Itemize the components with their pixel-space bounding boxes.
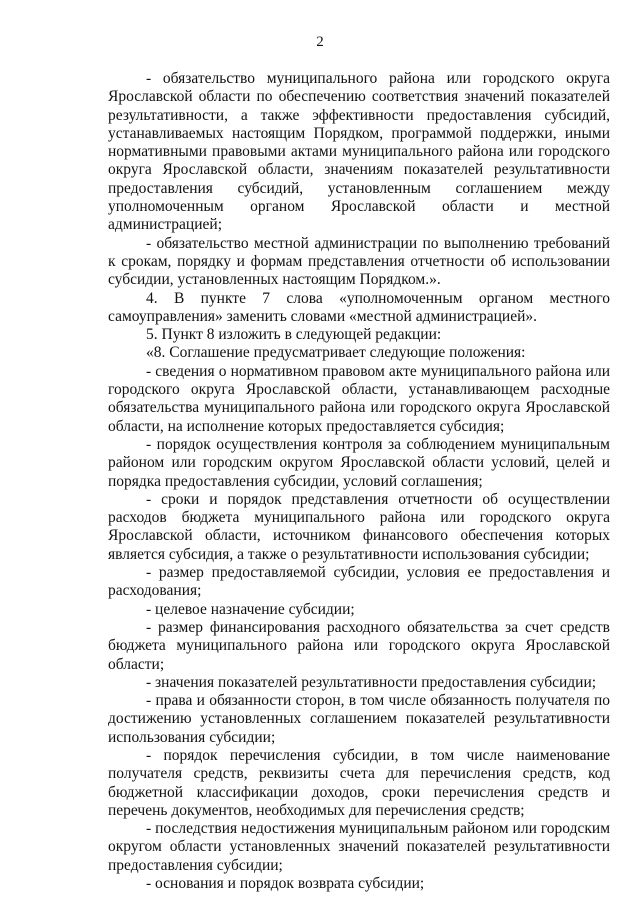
- paragraph: 4. В пункте 7 слова «уполномоченным органом местного самоуправления» заменить словами «местной администрацией».: [108, 289, 610, 325]
- paragraph: - обязательство местной администрации по выполнению требований к срокам, порядку и формам представления отчетности об использовании субсидии, установленных настоящим Порядком.».: [108, 234, 610, 289]
- paragraph: - значения показателей результативности предоставления субсидии;: [146, 673, 597, 691]
- paragraph: - последствия недостижения муниципальным районом или городским округом области установленных значений показателей результативности предоставления субсидии;: [108, 820, 610, 874]
- paragraph: - порядок перечисления субсидии, в том числе наименование получателя средств, реквизиты счета для перечисления средств, код бюджетной классификации доходов, сроки перечисления средств и перечень документов, необходимых для перечисления средств;: [108, 746, 610, 819]
- paragraph: «8. Соглашение предусматривает следующие положения:: [146, 344, 526, 362]
- paragraph: - размер предоставляемой субсидии, условия ее предоставления и расходования;: [108, 564, 610, 600]
- paragraph: 5. Пункт 8 изложить в следующей редакции:: [146, 326, 442, 344]
- paragraph: - сведения о нормативном правовом акте муниципального района или городского округа Ярославской области, устанавливающем расходные обязательства муниципального района или городского округа Ярославской области, на исполнение которых предоставляется субсидия;: [108, 362, 610, 435]
- paragraph: - размер финансирования расходного обязательства за счет средств бюджета муниципального района или городского округа Ярославской области;: [108, 618, 610, 673]
- paragraph: - обязательство муниципального района или городского округа Ярославской области по обеспечению соответствия значений показателей результативности, а также эффективности предоставления субсидий, устанавливаемых настоящим Порядком, программой поддержки, иными нормативными правовыми актами муниципального района или городского округа Ярославской области, значениям показателей результативности предоставления субсидий, установленным соглашением между уполномоченным органом Ярославской области и местной администрацией;: [108, 70, 610, 234]
- paragraph: - сроки и порядок представления отчетности об осуществлении расходов бюджета муниципального района или городского округа Ярославской области, источником финансового обеспечения которых является субсидия, а также о результативности использования субсидии;: [108, 490, 610, 563]
- paragraph: - целевое назначение субсидии;: [146, 600, 355, 618]
- paragraph: - порядок осуществления контроля за соблюдением муниципальным районом или городским округом Ярославской области условий, целей и порядка предоставления субсидии, условий соглашения;: [108, 435, 610, 490]
- page-number: 2: [316, 34, 324, 50]
- paragraph: - права и обязанности сторон, в том числе обязанность получателя по достижению установленных соглашением показателей результативности использования субсидии;: [108, 692, 610, 746]
- paragraph: - основания и порядок возврата субсидии;: [146, 875, 425, 893]
- document-body: [108, 70, 610, 893]
